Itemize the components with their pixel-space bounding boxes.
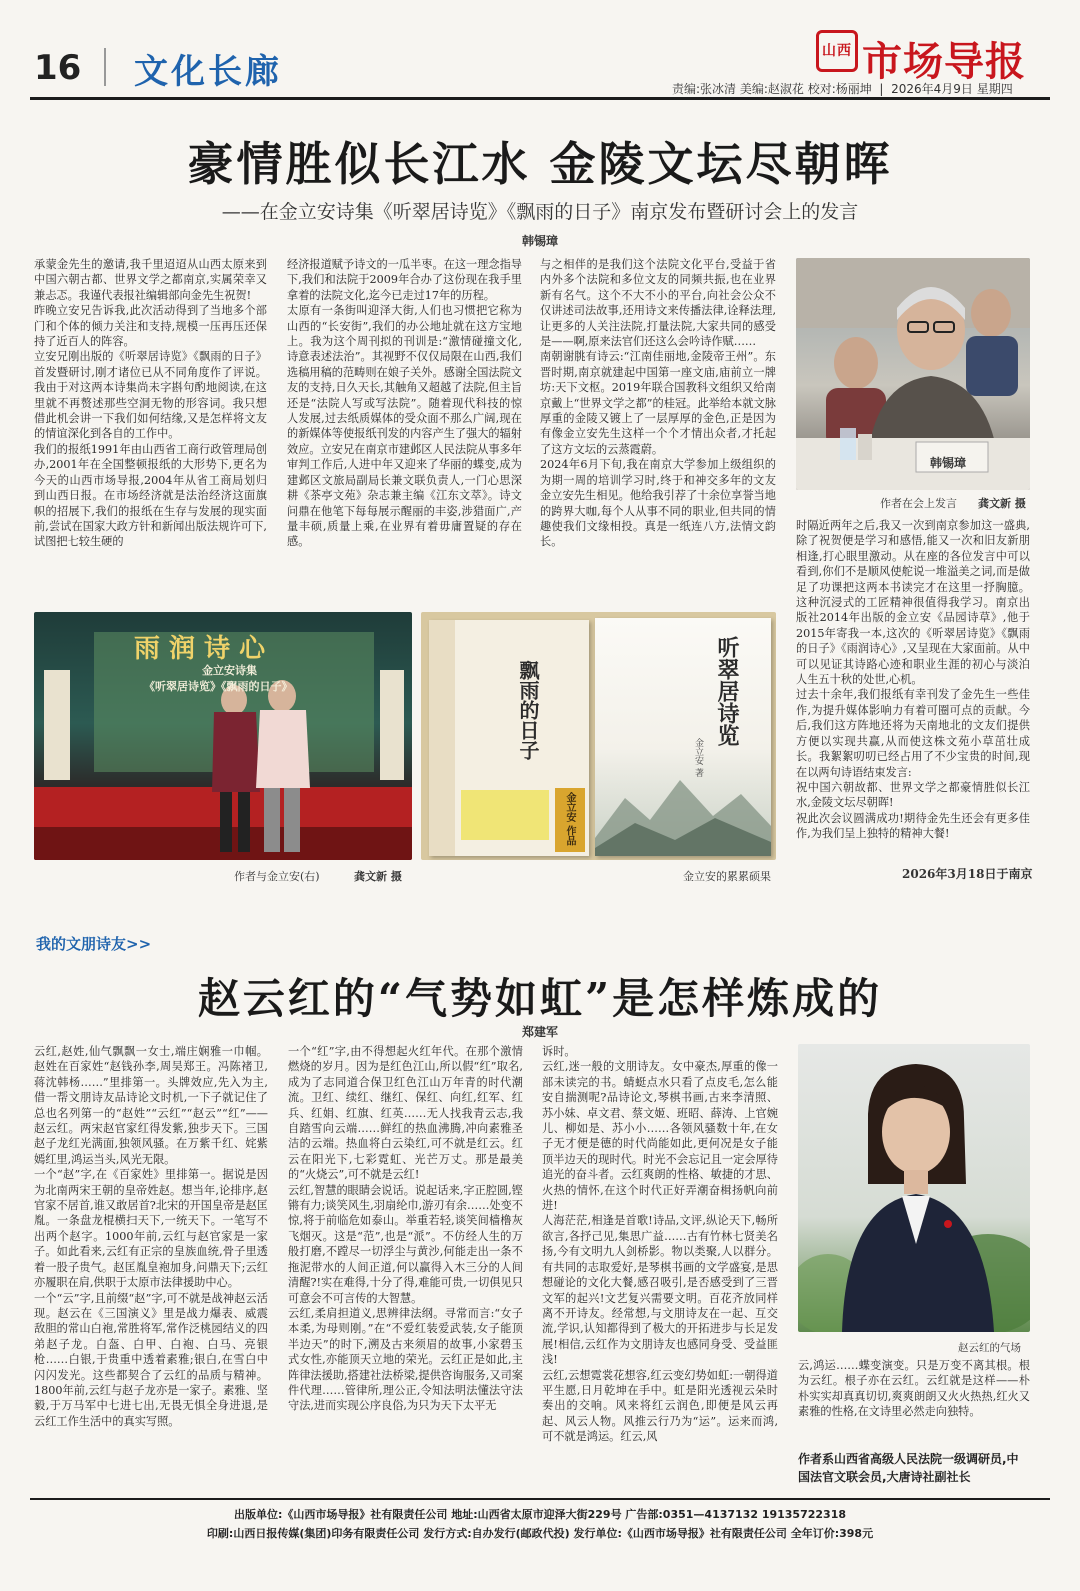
footer-line1: 出版单位:《山西市场导报》社有限责任公司 地址:山西省太原市迎泽大街229号 广告部:0351—4137132 19135722318 [233, 1508, 847, 1521]
article2-col3: 诉时。 云红,迷一般的文朋诗友。女中豪杰,厚重的像一部未读完的书。蜻蜓点水只看了点皮毛,怎么能安自揣测呢?品诗论文,琴棋书画,古来李清照、苏小妹、卓文君、蔡文姬、班昭、薛涛、上官婉儿、柳如是、苏小小……各领风骚数十年,在女子无才便是德的时代尚能如此,更何况是女子能顶半边天的现时代。时光不会忘记且一定会厚待追光的奋斗者。云红爽朗的性格、敏捷的才思、火热的情怀,在这个时代正好弄潮奋楫扬帆向前进! 人海茫茫,相逢是首歌!诗品,文评,纵论天下,畅所欲言,各抒己见,集思广益……古有竹林七贤美名扬,今有文明九人剑桥影。物以类聚,人以群分。有共同的志取爱好,是琴棋书画的文学盛宴,是思想碰论的文化大餐,感召吸引,是否感受到了三晋文军的起兴!文艺复兴需要文明。百花齐放同样离不开诗友。经常想,与文朋诗友在一起、互交流,学识,认知都得到了极大的开拓进步与长足发展!相信,云红作为文朋诗友也感同身受、受益匪浅! 云红,云想霓裳花想容,红云变幻势如虹:一朝得道平生愿,日月乾坤在手中。虹是阳光透视云朵时奏出的交响。风来将红云润色,即便是风云再起、风云人物。风推云行乃为“运”。运来而鸿,可不就是鸿运。红云,风 [542, 1045, 778, 1444]
article1-signoff: 2026年3月18日于南京 [902, 867, 1033, 881]
speaker-nameplate: 韩锡璋 [930, 456, 967, 470]
footer-rule [30, 1498, 1050, 1500]
portrait-photo [798, 1044, 1030, 1332]
banner-title: 雨 润 诗 心 [134, 634, 266, 664]
article1-col1: 承蒙金先生的邀请,我千里迢迢从山西太原来到中国六朝古都、世界文学之都南京,实属荣幸又兼忐忑。我谨代表报社编辑部向金先生祝贺! 昨晚立安兄告诉我,此次活动得到了当地多个部门和个体的倾力关注和支持,规模一压再压还保持了近百人的阵容。 立安兄刚出版的《听翠居诗览》《飘雨的日子》首发暨研讨,刚才诸位已从不同角度作了评说。我由于对这两本诗集尚未字斟句酌地阅读,在这里就不再赘述那些空洞无物的形容词。我只想借此机会讲一下我们如何结缘,又是怎样将文友的情谊深化到各自的工作中。 我们的报纸1991年由山西省工商行政管理局创办,2001年在全国整顿报纸的大形势下,更名为今天的山西市场导报,2004年从省工商局划归到山西日报。在市场经济就是法治经济这面旗帜的招展下,我们的报纸在生存与发展的现实面前,尝试在国家大政方针和新闻出版法规许可下,试图把七较生硬的 [34, 258, 267, 549]
book1-author: 金立安 作品 [555, 788, 585, 852]
banner-small: 金立安诗集 [202, 664, 257, 677]
header-meta: 责编:张冰清 美编:赵淑花 校对:杨丽坤 | 2026年4月9日 星期四 [672, 82, 1013, 96]
masthead [816, 30, 1026, 87]
photo2-caption: 作者与金立安(右) [234, 870, 320, 883]
photo1-credit: 龚文新 摄 [978, 497, 1026, 510]
banner-books: 《听翠居诗览》《飘雨的日子》 [144, 680, 293, 693]
photo3-caption: 金立安的累累硕果 [683, 870, 771, 883]
header-divider [104, 48, 106, 86]
header-rule [30, 97, 1050, 100]
article1-col4: 时隔近两年之后,我又一次到南京参加这一盛典,除了祝贺便是学习和感悟,能又一次和旧友新朋相逢,打心眼里激动。从在座的各位发言中可以看到,你们不是顺风使舵说一堆溢美之词,而是做足了功课把这两本书读完才在这里一抒胸臆。这种沉浸式的工匠精神很值得我学习。南京出版社2014年出版的金立安《品园诗草》,他于2015年寄我一本,这次的《听翠居诗览》《飘雨的日子》《雨润诗心》,又呈现在大家面前。从中可以见证其诗路心迹和职业生涯的初心与淡泊人生五十秋的处世,心机。 过去十余年,我们报纸有幸刊发了金先生一些佳作,为提升媒体影响力有着可圈可点的贡献。今后,我们这方阵地还将为天南地北的文友们提供方便以实现共赢,从而使这株文苑小草茁壮成长。我絮絮叨叨已经占用了不少宝贵的时间,现在以两句诗语结束发言: 祝中国六朝故都、世界文学之都豪情胜似长江水,金陵文坛尽朝晖! 祝此次会议圆满成功!期待金先生还会有更多佳作,为我们呈上独特的精神大餐! [796, 519, 1030, 841]
book2-cover [595, 618, 771, 856]
article2-author: 郑建军 [521, 1025, 558, 1039]
footer-line2: 印刷:山西日报传媒(集团)印务有限责任公司 发行方式:自办发行(邮政代投) 发行单位:《山西市场导报》社有限责任公司 全年订价:398元 [206, 1527, 874, 1540]
article2-author-note: 作者系山西省高级人民法院一级调研员,中国法官文联会员,大唐诗社副社长 [798, 1452, 1019, 1484]
page-number: 16 [34, 48, 82, 88]
photo1-caption: 作者在会上发言 [880, 497, 957, 510]
portrait-illustration [798, 1044, 1030, 1332]
article2-col4: 云,鸿运……蝶变演变。只是万变不离其根。根为云红。根子亦在云红。云红就是这样——朴朴实实却真真切切,爽爽朗朗又火火热热,红火又素雅的性格,在文诗里必然走向独特。 [798, 1359, 1030, 1419]
book2-landscape [595, 768, 771, 856]
article2-tag: 我的文朋诗友>> [36, 935, 152, 953]
portrait-caption: 赵云红的气场 [958, 1342, 1021, 1354]
article2-title: 赵云红的“气势如虹”是怎样炼成的 [197, 974, 883, 1023]
issue-date: 2026年4月9日 星期四 [891, 82, 1013, 96]
masthead-title: 市场导报 [862, 38, 1026, 85]
article1-col2: 经济报道赋予诗文的一瓜半枣。在这一理念指导下,我们和法院于2009年合办了这份现在我手里拿着的法院文化,迄今已走过17年的历程。 太原有一条街叫迎泽大街,人们也习惯把它称为山西的“长安街”,我们的办公地址就在这方宝地上。我为这个周刊拟的刊训是:“激情碰撞文化,诗意表述法治”。其视野不仅仅局限在山西,我们选稿用稿的范畴则在娘子关外。感谢全国法院文友的支持,日久天长,其触角又超越了法院,但主旨还是“法院人写或写法院”。随着现代科技的惊人发展,过去纸质媒体的受众面不那么广阔,现在的新媒体等使报纸刊发的内容产生了强大的辐射效应。立安兄在南京市建邺区人民法院从事多年审判工作后,人进中年又迎来了华丽的蝶变,成为建邺区文旅局副局长兼文联负责人,一门心思深耕《茶亭文苑》杂志兼主编《江东文萃》。诗文问鼎在他笔下每每展示醒丽的丰姿,涉猎面广,产量丰硕,质量上乘,在业界有着毋庸置疑的存在感。 [287, 258, 522, 549]
book1-cover [429, 620, 589, 856]
books-photo [421, 612, 776, 860]
book2-author: 金立安 著 [693, 738, 703, 777]
article1-subtitle: ——在金立安诗集《听翠居诗览》《飘雨的日子》南京发布暨研讨会上的发言 [221, 201, 859, 223]
editors: 责编:张冰清 美编:赵淑花 校对:杨丽坤 [672, 82, 872, 96]
article2-col2: 一个“红”字,由不得想起火红年代。在那个激情燃烧的岁月。因为是红色江山,所以假“红”取名,成为了志同道合保卫红色江山万年青的时代潮流。卫红、续红、继红、保红、向红,红军、红兵、红娟、红旗、红英……无人找我青云志,我自踏雪向云端……鲜红的热血沸腾,冲向素雅圣洁的云端。热血将白云染红,可不就是红云。红云在阳光下,七彩霓虹、光芒万丈。那是最美的“火烧云”,可不就是云红! 云红,智慧的眼睛会说话。说起话来,字正腔圆,铿锵有力;谈笑风生,羽扇纶巾,游刃有余……处变不惊,将于前临危如泰山。举重若轻,谈笑间樯橹灰飞烟灭。这是“范”,也是“派”。不仿经人生的万般打磨,不蹚尽一切浮尘与黄沙,何能走出一条不拖泥带水的人间正道,何以赢得入木三分的人间清醒?!实在难得,十分了得,难能可贵,一切俱见只可意会不可言传的大智慧。 云红,柔肩担道义,思辨律法纲。寻常而言:“女子本柔,为母则刚。”在“不爱红装爱武装,女子能顶半边天”的时下,溯及古来须眉的故事,小家碧玉式女性,亦能顶天立地的荣光。云红正是如此,主阵律法援助,搭建社法桥梁,提供咨询服务,又司案件代理……管律所,理公正,令知法明法懂法守法守法,进而实现公序良俗,为只为天下太平无 [288, 1045, 523, 1413]
masthead-badge: 山西 [816, 30, 858, 72]
article2-col1: 云红,赵姓,仙气飘飘一女士,端庄娴雅一巾帼。赵姓在百家姓“赵钱孙李,周吴郑王。冯陈褚卫,蒋沈韩杨……”里排第一。头牌效应,先入为主,借一帮文朋诗友品诗论文时机,一下子就记住了总也名列第一的“赵姓”“云红”“赵云”“红”——赵云红。两宋赵官家红得发紫,独步天下。三国赵子龙红光满面,独领风骚。在万紫千红、姹紫嫣红里,鸿运当头,风光无限。 一个“赵”字,在《百家姓》里排第一。据说是因为北南两宋王朝的皇帝姓赵。想当年,论排序,赵官家不居首,谁又敢居首?北宋的开国皇帝是赵匡胤。一条盘龙棍横扫天下,一统天下。一笔写不出两个赵字。1000年前,云红与赵官家是一家子。如此看来,云红有正宗的皇族血统,骨子里透着一股子贵气。赵匡胤皇袍加身,问鼎天下;云红亦履职在肩,供职于太原市法律援助中心。 一个“云”字,且前缀“赵”字,可不就是战神赵云活现。赵云在《三国演义》里是战力爆表、威震敌胆的常山白袍,常胜将军,常作泛桃园结义的四弟赵子龙。白盔、白甲、白袍、白马、亮银枪……白银,于贵重中透着素雅;银白,在雪白中闪闪发光。这些都契合了云红的品质与精神。1800年前,云红与赵子龙亦是一家子。素雅、坚毅,于万马军中七进七出,无畏无惧全身进退,是云红工作生活中的真实写照。 [34, 1045, 268, 1428]
speaker-illustration [796, 258, 1030, 490]
article1-title: 豪情胜似长江水 金陵文坛尽朝晖 [187, 137, 893, 191]
stage-photo [34, 612, 412, 860]
book1-title: 飘雨的日子 [516, 660, 540, 760]
speaker-photo [796, 258, 1030, 490]
article1-col3: 与之相伴的是我们这个法院文化平台,受益于省内外多个法院和多位文友的同频共振,也在业界新有名气。这个不大不小的平台,向社会公众不仅讲述司法故事,还用诗文来传播法律,诠释法理,让更多的人关注法院,打量法院,大家共同的感受是——啊,原来法官们还这么会吟诗作赋…… 南朝谢朓有诗云:“江南佳丽地,金陵帝王州”。东晋时期,南京就建起中国第一座文庙,庙前立一牌坊:天下文枢。2019年联合国教科文组织又给南京戴上“世界文学之都”的桂冠。此举给本就文脉厚重的金陵又镀上了一层厚厚的金色,正是因为有像金立安先生这样一个个才情出众者,才托起了这方文坛的云蒸霞蔚。 2024年6月下旬,我在南京大学参加上级组织的为期一周的培训学习时,终于和神交多年的文友金立安先生相见。他给我引荐了十余位享誉当地的跨界大咖,每个人从事不同的职业,但共同的情趣使我们文缘相投。真是一纸连八方,法情文韵长。 [540, 258, 776, 549]
photo2-credit: 龚文新 摄 [354, 870, 402, 883]
article1-author: 韩锡璋 [521, 234, 558, 248]
section-title: 文化长廊 [134, 52, 282, 92]
book2-title: 听翠居诗览 [714, 636, 740, 746]
